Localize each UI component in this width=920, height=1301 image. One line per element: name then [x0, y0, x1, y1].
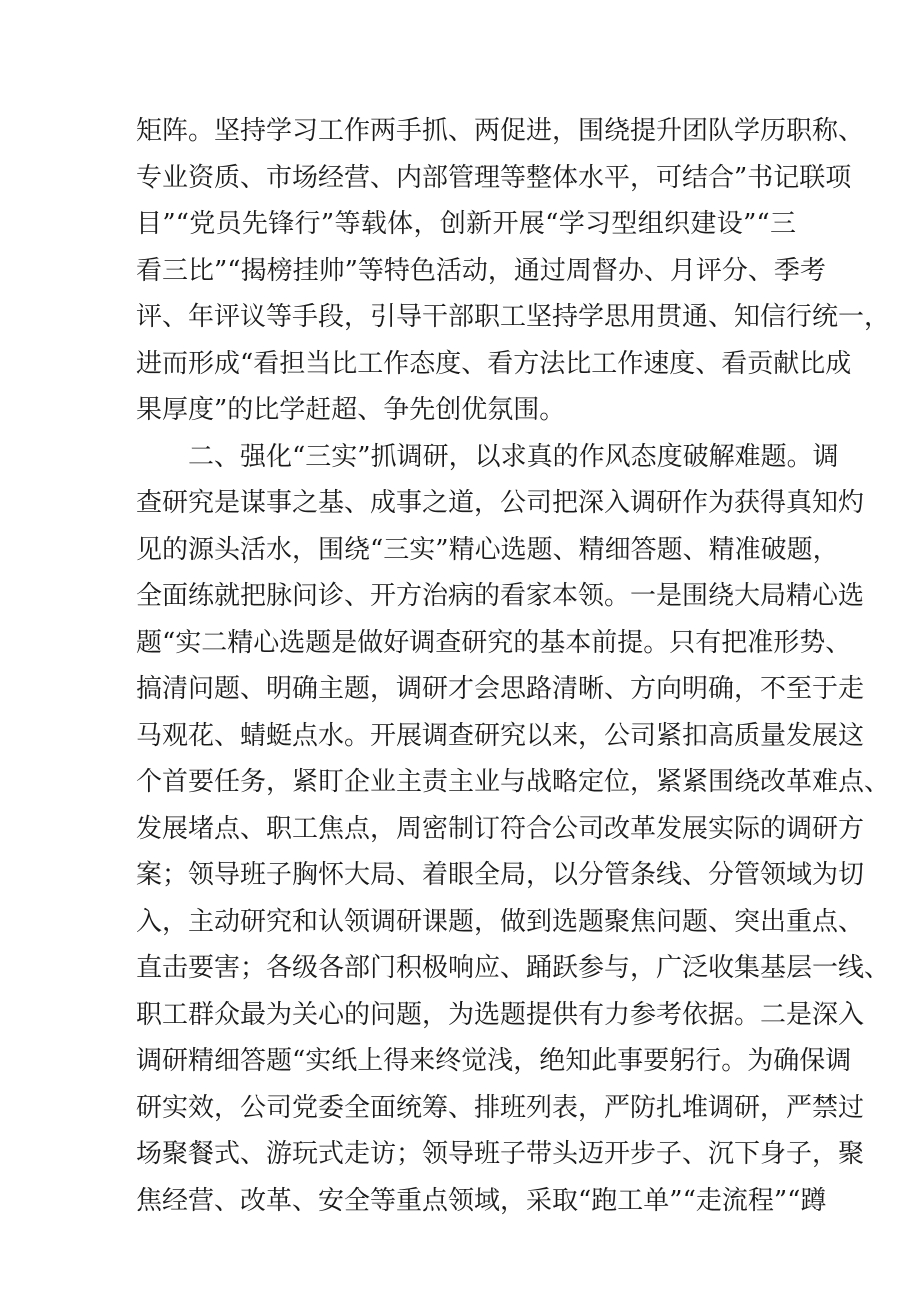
body-text	[136, 108, 891, 1224]
text-line: 矩阵。坚持学习工作两手抓、两促进，围绕提升团队学历职称、	[136, 116, 865, 146]
text-line: 搞清问题、明确主题，调研才会思路清晰、方向明确，不至于走	[136, 674, 865, 704]
text-line: 调研精细答题“实纸上得来终觉浅，绝知此事要躬行。为确保调	[136, 1046, 852, 1076]
text-line: 发展堵点、职工焦点，周密制订符合公司改革发展实际的调研方	[136, 813, 865, 844]
text-line: 职工群众最为关心的问题，为选题提供有力参考依据。二是深入	[136, 999, 865, 1030]
text-line: 全面练就把脉问诊、开方治病的看家本领。一是围绕大局精心选	[136, 581, 865, 611]
text-line: 查研究是谋事之基、成事之道，公司把深入调研作为获得真知灼	[136, 488, 865, 518]
text-line: 入，主动研究和认领调研课题，做到选题聚焦问题、突出重点、	[136, 906, 865, 937]
text-line: 果厚度”的比学赶超、争先创优氛围。	[136, 395, 566, 425]
text-line: 进而形成“看担当比工作态度、看方法比工作速度、看贡献比成	[136, 348, 852, 379]
text-line: 个首要任务，紧盯企业主责主业与战略定位，紧紧围绕改革难点、	[136, 767, 891, 797]
text-line: 评、年评议等手段，引导干部职工坚持学思用贯通、知信行统一，	[136, 302, 891, 332]
text-line: 案；领导班子胸怀大局、着眼全局，以分管条线、分管领域为切	[136, 860, 865, 890]
text-line: 看三比”“揭榜挂帅”等特色活动，通过周督办、月评分、季考	[136, 255, 826, 286]
text-line: 见的源头活水，围绕“三实”精心选题、精细答题、精准破题，	[136, 534, 839, 565]
text-line: 场聚餐式、游玩式走访；领导班子带头迈开步子、沉下身子，聚	[136, 1139, 865, 1169]
text-line: 专业资质、市场经营、内部管理等整体水平，可结合”书记联项	[136, 162, 852, 193]
text-line: 焦经营、改革、安全等重点领域，采取“跑工单”“走流程”“蹲	[136, 1185, 827, 1216]
text-line: 马观花、蜻蜓点水。开展调查研究以来，公司紧扣高质量发展这	[136, 720, 865, 751]
section-heading-line: 二、强化“三实”抓调研，以求真的作风态度破解难题。调	[188, 441, 839, 472]
text-line: 研实效，公司党委全面统筹、排班列表，严防扎堆调研，严禁过	[136, 1092, 865, 1123]
text-line: 目”“党员先锋行”等载体，创新开展“学习型组织建设”“三	[136, 209, 796, 239]
text-line: 题“实二精心选题是做好调查研究的基本前提。只有把准形势、	[136, 627, 852, 658]
text-line: 直击要害；各级各部门积极响应、踊跃参与，广泛收集基层一线、	[136, 953, 891, 983]
